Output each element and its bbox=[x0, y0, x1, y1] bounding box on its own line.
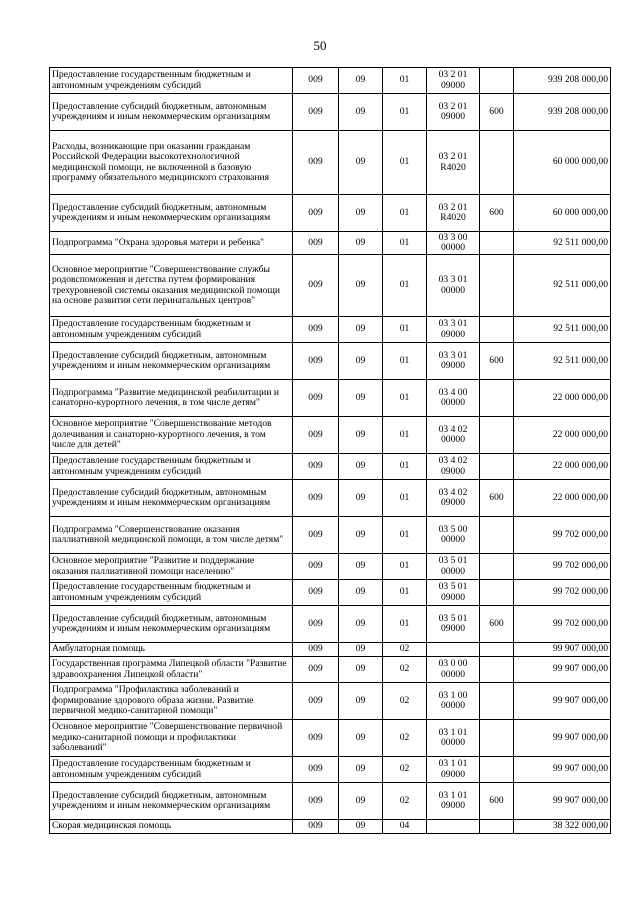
cell-section: 09 bbox=[339, 255, 383, 317]
cell-amount: 22 000 000,00 bbox=[514, 380, 611, 417]
cell-target-article: 03 3 01 00000 bbox=[427, 255, 480, 317]
cell-section: 09 bbox=[339, 454, 383, 480]
table-row bbox=[50, 195, 611, 232]
cell-section: 09 bbox=[339, 657, 383, 683]
cell-target-article: 03 1 01 00000 bbox=[427, 720, 480, 757]
table-body bbox=[50, 68, 611, 834]
cell-expense-type bbox=[480, 68, 514, 94]
cell-name: Основное мероприятие "Совершенствование службы родовспоможения и детства путем формирования трехуровневой системы оказания медицинской помощи на основе развития сети перинатальных центров" bbox=[50, 255, 293, 317]
cell-code: 009 bbox=[293, 480, 339, 517]
cell-subsection: 02 bbox=[383, 657, 427, 683]
table-row bbox=[50, 783, 611, 820]
cell-target-article bbox=[427, 820, 480, 834]
cell-target-article: 03 1 01 09000 bbox=[427, 783, 480, 820]
table-row bbox=[50, 131, 611, 195]
cell-amount: 22 000 000,00 bbox=[514, 454, 611, 480]
cell-name: Расходы, возникающие при оказании гражданам Российской Федерации высокотехнологичной медицинской помощи, не включенной в базовую программу обязательного медицинского страхования bbox=[50, 131, 293, 195]
cell-name: Предоставление субсидий бюджетным, автономным учреждениям и иным некоммерческим организациям bbox=[50, 195, 293, 232]
cell-amount: 22 000 000,00 bbox=[514, 417, 611, 454]
table-row bbox=[50, 94, 611, 131]
cell-section: 09 bbox=[339, 517, 383, 554]
cell-target-article: 03 5 00 00000 bbox=[427, 517, 480, 554]
cell-expense-type bbox=[480, 643, 514, 657]
cell-expense-type bbox=[480, 131, 514, 195]
cell-target-article: 03 3 01 09000 bbox=[427, 343, 480, 380]
table-row bbox=[50, 480, 611, 517]
cell-name: Предоставление субсидий бюджетным, автономным учреждениям и иным некоммерческим организациям bbox=[50, 480, 293, 517]
cell-section: 09 bbox=[339, 683, 383, 720]
table-row bbox=[50, 757, 611, 783]
table-row bbox=[50, 232, 611, 255]
cell-section: 09 bbox=[339, 94, 383, 131]
cell-target-article bbox=[427, 643, 480, 657]
cell-subsection: 01 bbox=[383, 232, 427, 255]
cell-code: 009 bbox=[293, 606, 339, 643]
cell-expense-type: 600 bbox=[480, 195, 514, 232]
table-row bbox=[50, 380, 611, 417]
cell-subsection: 01 bbox=[383, 606, 427, 643]
cell-section: 09 bbox=[339, 68, 383, 94]
cell-section: 09 bbox=[339, 480, 383, 517]
table-row bbox=[50, 417, 611, 454]
cell-subsection: 02 bbox=[383, 643, 427, 657]
cell-code: 009 bbox=[293, 68, 339, 94]
cell-amount: 99 907 000,00 bbox=[514, 720, 611, 757]
cell-code: 009 bbox=[293, 317, 339, 343]
cell-name: Амбулаторная помощь bbox=[50, 643, 293, 657]
cell-code: 009 bbox=[293, 380, 339, 417]
cell-section: 09 bbox=[339, 580, 383, 606]
cell-section: 09 bbox=[339, 554, 383, 580]
cell-section: 09 bbox=[339, 417, 383, 454]
cell-code: 009 bbox=[293, 643, 339, 657]
cell-subsection: 02 bbox=[383, 720, 427, 757]
cell-expense-type bbox=[480, 554, 514, 580]
cell-amount: 92 511 000,00 bbox=[514, 255, 611, 317]
cell-code: 009 bbox=[293, 195, 339, 232]
cell-code: 009 bbox=[293, 131, 339, 195]
table-row bbox=[50, 580, 611, 606]
cell-target-article: 03 2 01 R4020 bbox=[427, 131, 480, 195]
table-row bbox=[50, 554, 611, 580]
cell-name: Подпрограмма "Развитие медицинской реабилитации и санаторно-курортного лечения, в том числе детям" bbox=[50, 380, 293, 417]
page-number: 50 bbox=[313, 38, 327, 53]
cell-target-article: 03 1 00 00000 bbox=[427, 683, 480, 720]
cell-code: 009 bbox=[293, 657, 339, 683]
cell-subsection: 01 bbox=[383, 343, 427, 380]
cell-code: 009 bbox=[293, 454, 339, 480]
cell-expense-type bbox=[480, 580, 514, 606]
budget-table bbox=[49, 67, 611, 834]
cell-target-article: 03 2 01 R4020 bbox=[427, 195, 480, 232]
cell-expense-type: 600 bbox=[480, 783, 514, 820]
cell-expense-type bbox=[480, 417, 514, 454]
cell-target-article: 03 4 00 00000 bbox=[427, 380, 480, 417]
cell-subsection: 01 bbox=[383, 94, 427, 131]
cell-amount: 22 000 000,00 bbox=[514, 480, 611, 517]
cell-code: 009 bbox=[293, 580, 339, 606]
cell-code: 009 bbox=[293, 683, 339, 720]
cell-subsection: 01 bbox=[383, 131, 427, 195]
cell-expense-type bbox=[480, 232, 514, 255]
cell-code: 009 bbox=[293, 417, 339, 454]
cell-expense-type bbox=[480, 757, 514, 783]
cell-amount: 99 702 000,00 bbox=[514, 554, 611, 580]
cell-amount: 92 511 000,00 bbox=[514, 317, 611, 343]
cell-amount: 99 907 000,00 bbox=[514, 783, 611, 820]
cell-amount: 99 907 000,00 bbox=[514, 657, 611, 683]
cell-subsection: 01 bbox=[383, 517, 427, 554]
cell-target-article: 03 3 00 00000 bbox=[427, 232, 480, 255]
cell-amount: 92 511 000,00 bbox=[514, 343, 611, 380]
cell-expense-type bbox=[480, 317, 514, 343]
table-row bbox=[50, 454, 611, 480]
cell-section: 09 bbox=[339, 643, 383, 657]
table-row bbox=[50, 68, 611, 94]
table-row bbox=[50, 683, 611, 720]
cell-code: 009 bbox=[293, 554, 339, 580]
cell-amount: 939 208 000,00 bbox=[514, 94, 611, 131]
table-row bbox=[50, 343, 611, 380]
cell-code: 009 bbox=[293, 820, 339, 834]
cell-target-article: 03 1 01 09000 bbox=[427, 757, 480, 783]
cell-subsection: 01 bbox=[383, 68, 427, 94]
cell-name: Подпрограмма "Профилактика заболеваний и формирование здорового образа жизни. Развитие первичной медико-санитарной помощи" bbox=[50, 683, 293, 720]
cell-section: 09 bbox=[339, 232, 383, 255]
table-row bbox=[50, 517, 611, 554]
cell-name: Предоставление государственным бюджетным и автономным учреждениям субсидий bbox=[50, 580, 293, 606]
table-row bbox=[50, 606, 611, 643]
cell-expense-type: 600 bbox=[480, 606, 514, 643]
cell-amount: 99 907 000,00 bbox=[514, 643, 611, 657]
cell-target-article: 03 4 02 09000 bbox=[427, 480, 480, 517]
cell-target-article: 03 0 00 00000 bbox=[427, 657, 480, 683]
cell-subsection: 02 bbox=[383, 783, 427, 820]
cell-subsection: 01 bbox=[383, 554, 427, 580]
cell-code: 009 bbox=[293, 757, 339, 783]
table-row bbox=[50, 643, 611, 657]
cell-target-article: 03 2 01 09000 bbox=[427, 68, 480, 94]
cell-expense-type: 600 bbox=[480, 94, 514, 131]
cell-code: 009 bbox=[293, 783, 339, 820]
cell-amount: 99 907 000,00 bbox=[514, 757, 611, 783]
cell-expense-type bbox=[480, 720, 514, 757]
cell-name: Предоставление субсидий бюджетным, автономным учреждениям и иным некоммерческим организациям bbox=[50, 343, 293, 380]
cell-amount: 99 907 000,00 bbox=[514, 683, 611, 720]
cell-section: 09 bbox=[339, 317, 383, 343]
cell-name: Предоставление государственным бюджетным и автономным учреждениям субсидий bbox=[50, 454, 293, 480]
cell-section: 09 bbox=[339, 757, 383, 783]
table-row bbox=[50, 820, 611, 834]
cell-name: Подпрограмма "Охрана здоровья матери и ребенка" bbox=[50, 232, 293, 255]
cell-expense-type bbox=[480, 517, 514, 554]
cell-name: Основное мероприятие "Совершенствование методов долечивания и санаторно-курортного лечения, в том числе для детей" bbox=[50, 417, 293, 454]
cell-name: Предоставление субсидий бюджетным, автономным учреждениям и иным некоммерческим организациям bbox=[50, 783, 293, 820]
table-row bbox=[50, 255, 611, 317]
cell-section: 09 bbox=[339, 720, 383, 757]
cell-subsection: 01 bbox=[383, 380, 427, 417]
cell-amount: 60 000 000,00 bbox=[514, 195, 611, 232]
cell-code: 009 bbox=[293, 232, 339, 255]
cell-target-article: 03 4 02 00000 bbox=[427, 417, 480, 454]
cell-code: 009 bbox=[293, 720, 339, 757]
cell-subsection: 01 bbox=[383, 195, 427, 232]
cell-target-article: 03 4 02 09000 bbox=[427, 454, 480, 480]
cell-code: 009 bbox=[293, 94, 339, 131]
cell-expense-type: 600 bbox=[480, 480, 514, 517]
table-row bbox=[50, 720, 611, 757]
cell-section: 09 bbox=[339, 195, 383, 232]
cell-section: 09 bbox=[339, 343, 383, 380]
cell-amount: 99 702 000,00 bbox=[514, 580, 611, 606]
cell-section: 09 bbox=[339, 820, 383, 834]
cell-expense-type: 600 bbox=[480, 343, 514, 380]
cell-subsection: 01 bbox=[383, 317, 427, 343]
cell-expense-type bbox=[480, 380, 514, 417]
cell-subsection: 01 bbox=[383, 417, 427, 454]
cell-subsection: 01 bbox=[383, 255, 427, 317]
cell-code: 009 bbox=[293, 343, 339, 380]
cell-subsection: 01 bbox=[383, 454, 427, 480]
cell-expense-type bbox=[480, 820, 514, 834]
cell-target-article: 03 5 01 09000 bbox=[427, 606, 480, 643]
cell-subsection: 01 bbox=[383, 480, 427, 517]
cell-name: Основное мероприятие "Развитие и поддержание оказания паллиативной помощи населению" bbox=[50, 554, 293, 580]
cell-subsection: 01 bbox=[383, 580, 427, 606]
cell-expense-type bbox=[480, 255, 514, 317]
cell-amount: 99 702 000,00 bbox=[514, 517, 611, 554]
cell-code: 009 bbox=[293, 255, 339, 317]
cell-section: 09 bbox=[339, 606, 383, 643]
cell-target-article: 03 5 01 00000 bbox=[427, 554, 480, 580]
table-row bbox=[50, 317, 611, 343]
cell-subsection: 02 bbox=[383, 683, 427, 720]
cell-name: Основное мероприятие "Совершенствование первичной медико-санитарной помощи и профилактики заболеваний" bbox=[50, 720, 293, 757]
cell-subsection: 04 bbox=[383, 820, 427, 834]
cell-section: 09 bbox=[339, 131, 383, 195]
cell-section: 09 bbox=[339, 380, 383, 417]
cell-target-article: 03 2 01 09000 bbox=[427, 94, 480, 131]
cell-name: Предоставление государственным бюджетным и автономным учреждениям субсидий bbox=[50, 68, 293, 94]
cell-name: Предоставление субсидий бюджетным, автономным учреждениям и иным некоммерческим организациям bbox=[50, 94, 293, 131]
cell-name: Скорая медицинская помощь bbox=[50, 820, 293, 834]
cell-amount: 99 702 000,00 bbox=[514, 606, 611, 643]
cell-section: 09 bbox=[339, 783, 383, 820]
cell-amount: 38 322 000,00 bbox=[514, 820, 611, 834]
cell-name: Государственная программа Липецкой области "Развитие здравоохранения Липецкой области" bbox=[50, 657, 293, 683]
cell-amount: 60 000 000,00 bbox=[514, 131, 611, 195]
cell-expense-type bbox=[480, 657, 514, 683]
cell-target-article: 03 5 01 09000 bbox=[427, 580, 480, 606]
cell-name: Предоставление государственным бюджетным и автономным учреждениям субсидий bbox=[50, 757, 293, 783]
table-row bbox=[50, 657, 611, 683]
cell-expense-type bbox=[480, 454, 514, 480]
cell-code: 009 bbox=[293, 517, 339, 554]
cell-name: Подпрограмма "Совершенствование оказания паллиативной медицинской помощи, в том числе детям" bbox=[50, 517, 293, 554]
cell-subsection: 02 bbox=[383, 757, 427, 783]
cell-amount: 939 208 000,00 bbox=[514, 68, 611, 94]
cell-expense-type bbox=[480, 683, 514, 720]
cell-target-article: 03 3 01 09000 bbox=[427, 317, 480, 343]
cell-amount: 92 511 000,00 bbox=[514, 232, 611, 255]
cell-name: Предоставление субсидий бюджетным, автономным учреждениям и иным некоммерческим организациям bbox=[50, 606, 293, 643]
cell-name: Предоставление государственным бюджетным и автономным учреждениям субсидий bbox=[50, 317, 293, 343]
